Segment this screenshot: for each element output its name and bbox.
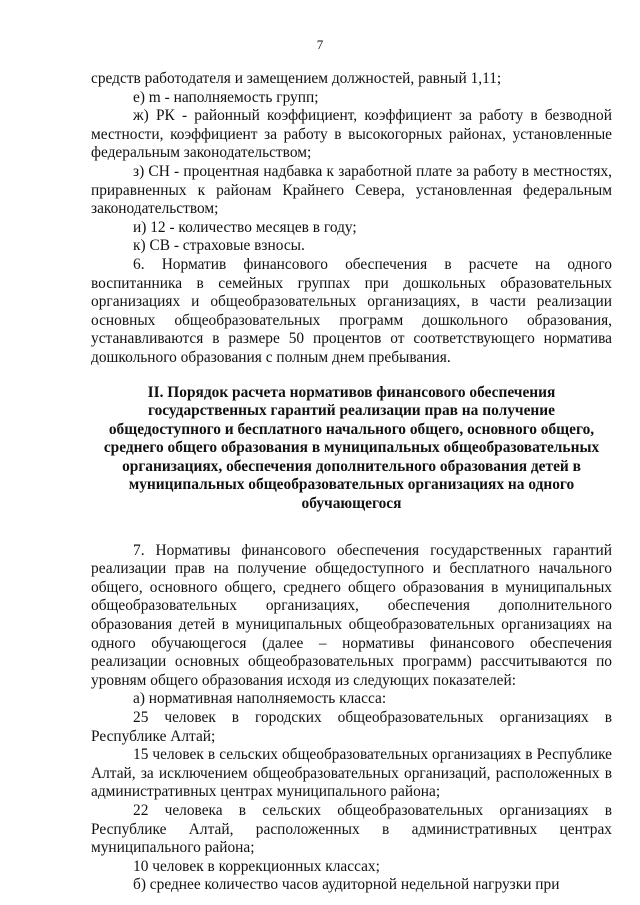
paragraph: б) среднее количество часов аудиторной недельной нагрузки при	[133, 876, 560, 894]
paragraph: ж) РК - районный коэффициент, коэффициент за работу в безводной местности, коэффициент за работу в высокогорных районах, установленные федеральным законодательством;	[91, 107, 612, 162]
paragraph: е) m - наполняемость групп;	[133, 88, 319, 106]
paragraph: к) СВ - страховые взносы.	[133, 237, 305, 255]
document-body	[91, 70, 612, 895]
page-number: 7	[316, 37, 324, 52]
paragraph: а) нормативная наполняемость класса:	[133, 690, 387, 708]
paragraph: 10 человек в коррекционных классах;	[133, 857, 380, 875]
paragraph: 6. Норматив финансового обеспечения в расчете на одного воспитанника в семейных группах при дошкольных образовательных организациях и общеобразовательных организациях, в части реализации основных общеобразовательных программ дошкольного образования, устанавливаются в размере 50 процентов от соответствующего норматива дошкольного образования с полным днем пребывания.	[91, 255, 612, 366]
paragraph: 15 человек в сельских общеобразовательных организациях в Республике Алтай, за исключением общеобразовательных организаций, расположенных в административных центрах муниципального района;	[91, 746, 612, 801]
paragraph: 25 человек в городских общеобразовательных организациях в Республике Алтай;	[91, 709, 612, 745]
section-heading: II. Порядок расчета нормативов финансового обеспечения государственных гарантий реализации прав на получение общедоступного и бесплатного начального общего, основного общего, среднего общего образования в муниципальных общеобразовательных организациях, обеспечения дополнительного образования детей в муниципальных общеобразовательных организациях на одного обучающегося	[103, 383, 600, 513]
paragraph: средств работодателя и замещением должностей, равный 1,11;	[91, 70, 502, 87]
paragraph: з) СН - процентная надбавка к заработной плате за работу в местностях, приравненных к районам Крайнего Севера, установленная федеральным законодательством;	[91, 162, 612, 218]
paragraph: 22 человека в сельских общеобразовательных организациях в Республике Алтай, расположенных в административных центрах муниципального района;	[91, 801, 612, 857]
paragraph: 7. Нормативы финансового обеспечения государственных гарантий реализации прав на получение общедоступного и бесплатного начального общего, основного общего, среднего общего образования в муниципальных общеобразовательных организациях, обеспечения дополнительного образования детей в муниципальных общеобразовательных организациях на одного обучающегося (далее – нормативы финансового обеспечения реализации основных общеобразовательных программ) рассчитываются по уровням общего образования исходя из следующих показателей:	[91, 541, 612, 689]
paragraph: и) 12 - количество месяцев в году;	[133, 218, 357, 236]
